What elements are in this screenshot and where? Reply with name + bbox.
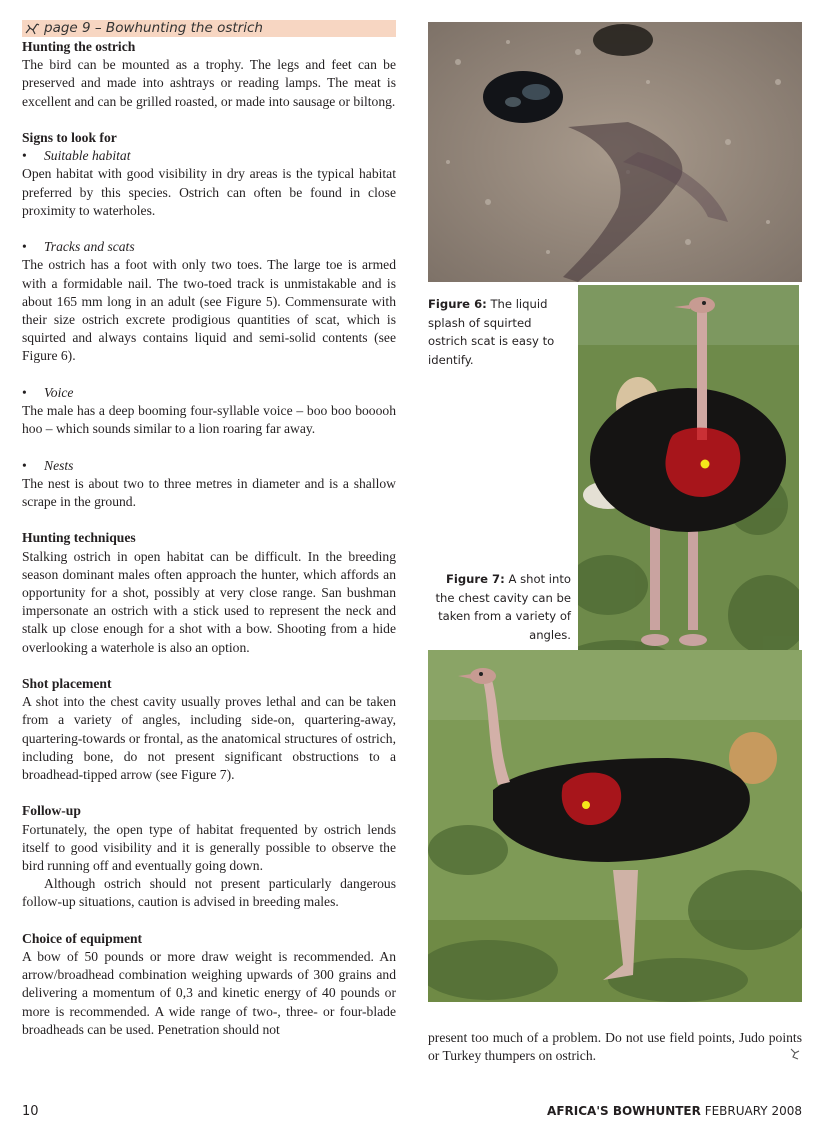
paragraph-equipment: A bow of 50 pounds or more draw weight is recommended. An arrow/broadhead combination weighing upwards of 300 grains and delivering a momentum of 0,3 and kinetic energy of 40 pounds or more is recommended. A wide range of two-, three- or four-blade broadheads can be used. Penetration should not	[22, 949, 396, 1037]
paragraph-equipment-continued: present too much of a problem. Do not use field points, Judo points or Turkey thumpers on ostrich.	[428, 1030, 802, 1064]
paragraph-follow-up-1: Fortunately, the open type of habitat frequented by ostrich lends itself to good visibility and it is generally possible to observe the bird running off and eventually going down.	[22, 821, 396, 874]
heading-choice-of-equipment: Choice of equipment	[22, 930, 143, 946]
bullet-nests: • Nests	[22, 457, 74, 473]
figure-7-text: A shot into the chest cavity can be taken from a variety of angles.	[435, 572, 571, 642]
end-of-article-icon	[789, 1047, 801, 1061]
bullet-suitable-habitat: • Suitable habitat	[22, 148, 131, 164]
figure-6-photo	[428, 22, 802, 282]
figure-7-caption	[425, 570, 571, 644]
paragraph-shot-placement: A shot into the chest cavity usually proves lethal and can be taken from a variety of angles, including side-on, quartering-away, quartering-towards or frontal, as the anatomical structures of ostrich, including bone, do not present significant obstructions to a broadhead-tipped arrow (see Figure 7).	[22, 694, 396, 783]
article-left-column	[22, 38, 396, 1039]
paragraph-nests: The nest is about two to three metres in diameter and is a shallow scrape in the ground.	[22, 475, 396, 510]
figure-6-caption	[428, 295, 568, 369]
figure-6-text: The liquid splash of squirted ostrich scat is easy to identify.	[428, 297, 555, 367]
bullet-tracks-and-scats: • Tracks and scats	[22, 239, 135, 255]
bullet-voice: • Voice	[22, 384, 74, 400]
running-head-text: page 9 – Bowhunting the ostrich	[44, 20, 263, 36]
figure-7-photo-frontal	[575, 282, 802, 676]
bird-hunter-icon	[24, 22, 40, 35]
footer-publication	[547, 1104, 802, 1118]
heading-follow-up: Follow-up	[22, 803, 81, 819]
paragraph-trophy: The bird can be mounted as a trophy. The legs and feet can be preserved and made into ashtrays or reading lamps. The meat is excellent and can be grilled roasted, or made into sausage or biltong.	[22, 57, 396, 109]
paragraph-follow-up-2: Although ostrich should not present particularly dangerous follow-up situations, caution is advised in breeding males.	[22, 876, 396, 910]
article-right-column	[428, 1029, 802, 1065]
issue-date: FEBRUARY 2008	[700, 1104, 802, 1118]
magazine-name: AFRICA'S BOWHUNTER	[547, 1104, 701, 1118]
figure-6-label: Figure 6:	[428, 297, 487, 311]
heading-hunting-the-ostrich: Hunting the ostrich	[22, 39, 136, 54]
page-number: 10	[22, 1104, 39, 1119]
paragraph-tracks: The ostrich has a foot with only two toes. The large toe is armed with a formidable nail. The two-toed track is unmistakable and is about 165 mm long in an adult (see Figure 5). Commensurate with their size ostrich excrete prodigious quantities of scat, which is squirted and always contains liquid and semi-solid contents (see Figure 6).	[22, 257, 396, 364]
paragraph-voice: The male has a deep booming four-syllable voice – boo boo booooh hoo – which sounds similar to a lion roaring far away.	[22, 403, 396, 437]
running-head	[22, 20, 396, 37]
paragraph-techniques: Stalking ostrich in open habitat can be difficult. In the breeding season dominant males often approach the hunter, which affords an opportunity for a shot, possibly at very close range. San bushman impersonate an ostrich with a stick used to represent the neck and stalk up close enough for a shot with a bow. Shooting from a hide overlooking a waterhole is also an option.	[22, 548, 396, 655]
figure-7-label: Figure 7:	[445, 572, 505, 586]
paragraph-habitat: Open habitat with good visibility in dry areas is the typical habitat preferred by this species. Ostrich can often be found in close proximity to waterholes.	[22, 166, 396, 218]
heading-shot-placement: Shot placement	[22, 676, 112, 692]
figure-7-photo-side-on	[428, 650, 802, 1002]
heading-hunting-techniques: Hunting techniques	[22, 530, 136, 546]
heading-signs-to-look-for: Signs to look for	[22, 130, 117, 145]
